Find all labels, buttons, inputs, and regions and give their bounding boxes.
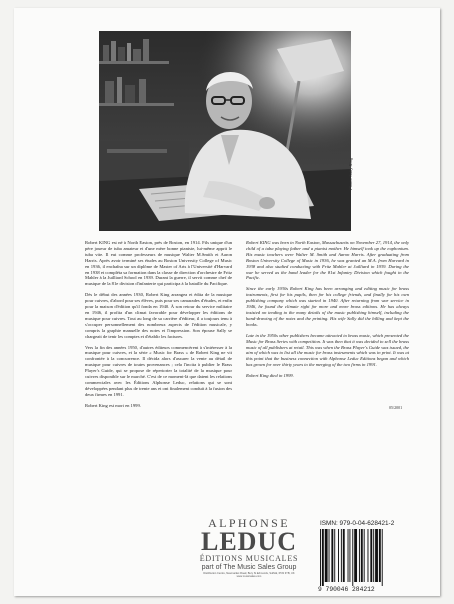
publisher-name-line2: LEDUC [200,527,297,556]
english-biography [246,240,409,384]
barcode-bar [370,529,372,582]
barcode-bar [379,529,381,582]
french-paragraph: Vers la fin des années 1950, d'autres éditeurs commencèrent à s'intéresser à la musique pour cuivres, et la série « Music for Brass » de Robert King ne vit confrontée à la concurrence. Il décida alors d'assurer la vente au détail de musique pour cuivres de toutes provenances ; cela l'incita à publier le Brass Player's Guide, qui se propose de répertorier la totalité de la musique pour cuivres disponible sur le marché. C'est de ce moment-là que datent les relations commerciales avec les Éditions Alphonse Leduc, relations qui se sont développées pendant plus de trente ans et ont finalement conduit à la fusion des deux firmes en 1991. [85,344,232,397]
barcode-bar [368,529,369,582]
barcode-bar [382,529,383,586]
portrait-photo [99,31,351,231]
barcode-icon [318,529,406,586]
publisher-logo-block [186,517,312,578]
ismn-label: ISMN: 979-0-04-628421-2 [320,520,395,527]
barcode-bar [375,529,378,582]
barcode-bar [343,529,345,582]
barcode-bar [322,529,324,586]
print-date-code: 05/2001 [389,405,403,410]
barcode-bar [320,529,321,586]
french-paragraph: Robert KING est né à North Easton, près de Boston, en 1914. Fils unique d'un père joueur de tuba amateur et d'une mère bonne pianiste, lui-même apprit le tuba vite. Il eut comme professeurs de musique Walter M.Smith et Aaron Harris. Après avoir terminé ses études au Boston University College of Music en 1936, il enchaîna sur un diplôme de Master of Arts à l'Université d'Harvard en 1938 et compléta sa formation dans la classe de direction d'orchestre de Fritz Mahler à la Juilliard School en 1939. Durant la guerre, il servit comme chef de musique de la 81e division d'infanterie qui participa à la bataille du Pacifique. [85,240,232,287]
portrait-photo-image [99,31,351,231]
barcode-bar [334,529,335,582]
publisher-name-line1: ALPHONSE [208,516,290,530]
english-paragraph: Since the early 1930s Robert King has been arranging and editing music for brass instruments, first for his pupils, then for his college friends, and finally for his own publishing company which was started in 1940. After returning from war service in 1946, he found the climate right for more and more brass editions. He has always insisted on tending to the many details of the music publishing himself, including the hand-drawing of the notes and the printing. His wife Sally did the billing and kept the books. [246,286,409,327]
french-paragraph: Robert King est mort en 1999. [85,402,141,408]
publisher-subtitle: ÉDITIONS MUSICALES [199,554,299,563]
barcode-bar [364,529,365,582]
photo-credit: Photo: Sally King [348,157,353,190]
english-paragraph: Robert King died in 1999. [246,373,294,379]
publisher-website: www.musicsales.com [236,575,262,579]
barcode-bar [359,529,360,582]
barcode-bar [373,529,374,582]
barcode-bar [349,529,350,582]
barcode-number: 9 790046 284212 [318,586,375,593]
publisher-address: Distribution Centre, Newmarket Road, Bury St Edmunds, Suffolk, IP33 3YB, UK [203,572,295,575]
barcode-bar [338,529,339,582]
english-paragraph: Robert KING was born in North Easton, Massachusetts on November 27, 1914, the only child of a tuba playing father and a pianist mother. He himself took up the euphonium. His music teachers were Walter M. Smith and Aaron Harris. After graduating from Boston University College of Music in 1936, he was granted an M.A. from Harvard in 1938 and also studied conducting with Fritz Mahler at Juilliard in 1939. During the war he served as the band leader for the 81st Infantry Division which fought in the Pacific. [246,240,409,281]
barcode-bar [361,529,363,582]
barcode-bar [352,529,353,586]
barcode-bar [341,529,342,582]
french-paragraph: Dès le début des années 1930, Robert King arrangea et édita de la musique pour cuivres, d'abord pour ses élèves, puis pour ses camarades d'études, et enfin pour la maison d'édition qu'il fonda en 1940. À son retour du service militaire en 1946, il profita d'un climat favorable pour développer les éditions de musique pour cuivres. Tout au long de sa carrière d'éditeur, il a toujours tenu à s'occuper personnellement des nombreux aspects de l'édition musicale, y compris la graphie manuelle des notes et l'impression. Son épouse Sally se chargeait de tenir les comptes et d'établir les factures. [85,292,232,339]
barcode-bar [325,529,328,582]
barcode-bar [348,529,349,582]
english-paragraph: Late in the 1950s other publishers became attracted to brass music, which presented the Music for Brass Series with competition. It was then that it was decided to sell the brass music of all publishers at retail. This was when the Brass Player's Guide was issued, the aim of which was to list all the music for brass instruments which was in print. It was at this point that the business connection with Alphonse Leduc Editions began and which has grown for over thirty years to the merging of the two firms in 1991. [246,332,409,368]
barcode-bar [331,529,333,582]
barcode-bar [354,529,357,582]
publisher-group: part of The Music Sales Group [201,564,297,571]
barcode-bar [329,529,330,582]
page-sheet [14,8,440,596]
french-biography [85,240,232,414]
